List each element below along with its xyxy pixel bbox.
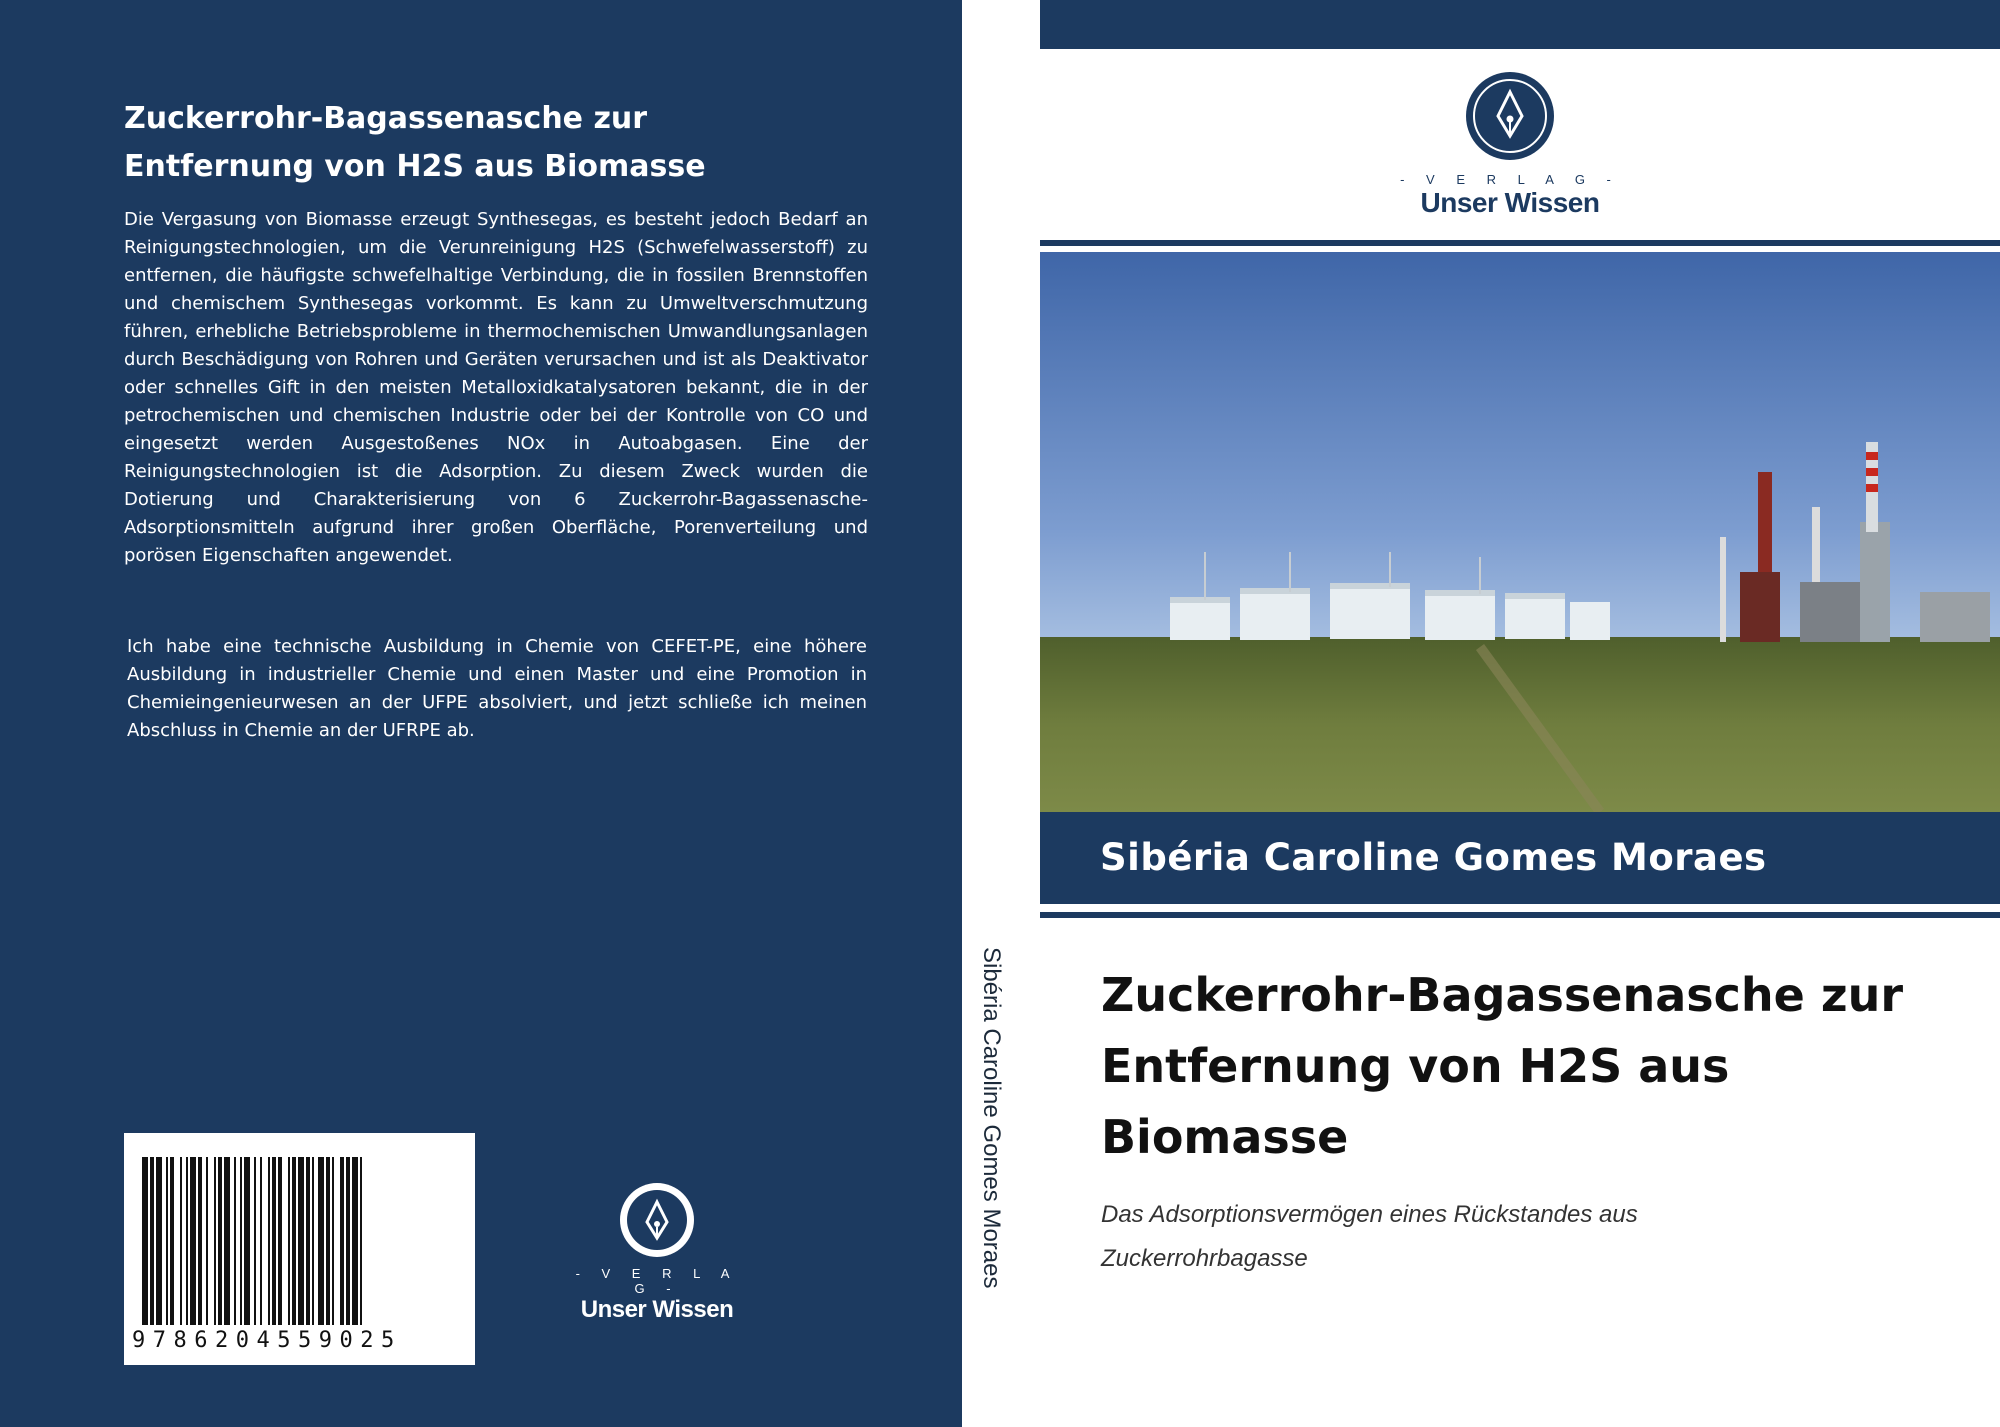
front-title xyxy=(1101,960,1981,1173)
publisher-seal-icon xyxy=(617,1180,697,1260)
cover-photo-refinery xyxy=(1040,252,2000,812)
front-title-line-1: Zuckerrohr-Bagassenasche zur xyxy=(1101,968,1904,1022)
front-publisher-logo xyxy=(1400,70,1620,219)
publisher-seal-icon xyxy=(1464,70,1556,162)
back-title-line-1: Zuckerrohr-Bagassenasche zur xyxy=(124,101,648,136)
author-biography: Ich habe eine technische Ausbildung in Chemie von CEFET-PE, eine höhere Ausbildung in industrieller Chemie und einen Master und eine Promotion in Chemieingenieurwesen an der UFPE absolviert, und jetzt schließe ich meinen Abschluss in Chemie an der UFRPE ab. xyxy=(127,636,867,741)
isbn-number: 9786204559025 xyxy=(132,1328,402,1353)
front-subtitle xyxy=(1101,1193,1961,1281)
isbn-barcode xyxy=(124,1133,475,1365)
author-band xyxy=(1040,812,2000,904)
refinery-landscape-image xyxy=(1040,252,2000,812)
front-title-line-3: Biomasse xyxy=(1101,1110,1349,1164)
barcode-bars xyxy=(142,1157,457,1325)
front-author-name: Sibéria Caroline Gomes Moraes xyxy=(1100,836,1767,879)
publisher-name: Unser Wissen xyxy=(1420,187,1600,218)
back-cover-title xyxy=(124,95,824,191)
verlag-label: - V E R L A G - xyxy=(1400,172,1620,187)
back-publisher-name: Unser Wissen xyxy=(580,1296,734,1323)
book-description: Die Vergasung von Biomasse erzeugt Synthesegas, es besteht jedoch Bedarf an Reinigungstechnologien, um die Verunreinigung H2S (Schwefelwasserstoff) zu entfernen, die häufigste schwefelhaltige Verbindung, die in fossilen Brennstoffen und chemischem Synthesegas vorkommt. Es kann zu Umweltverschmutzung führen, erhebliche Betriebsprobleme in thermochemischen Umwandlungsanlagen durch Beschädigung von Rohren und Geräten verursachen und ist als Deaktivator oder schnelles Gift in den meisten Metalloxidkatalysatoren bekannt, die in der petrochemischen und chemischen Industrie oder bei der Kontrolle von CO und eingesetzt werden Ausgestoßenes NOx in Autoabgasen. Eine der Reinigungstechnologien ist die Adsorption. Zu diesem Zweck wurden die Dotierung und Charakterisierung von 6 Zuckerrohr-Bagassenasche-Adsorptionsmitteln aufgrund ihrer großen Oberfläche, Porenverteilung und porösen Eigenschaften angewendet. xyxy=(124,209,868,566)
divider-bottom xyxy=(1040,912,2000,918)
divider-top xyxy=(1040,240,2000,246)
back-cover xyxy=(0,0,962,1427)
front-title-line-2: Entfernung von H2S aus xyxy=(1101,1039,1730,1093)
spine-author: Sibéria Caroline Gomes Moraes xyxy=(978,947,1005,1289)
front-top-bar xyxy=(1040,0,2000,49)
back-verlag-label: - V E R L A G - xyxy=(575,1266,739,1296)
back-publisher-logo xyxy=(570,1180,744,1324)
back-title-line-2: Entfernung von H2S aus Biomasse xyxy=(124,149,706,184)
subtitle-line-2: Zuckerrohrbagasse xyxy=(1101,1245,1308,1272)
subtitle-line-1: Das Adsorptionsvermögen eines Rückstandes aus xyxy=(1101,1201,1638,1228)
